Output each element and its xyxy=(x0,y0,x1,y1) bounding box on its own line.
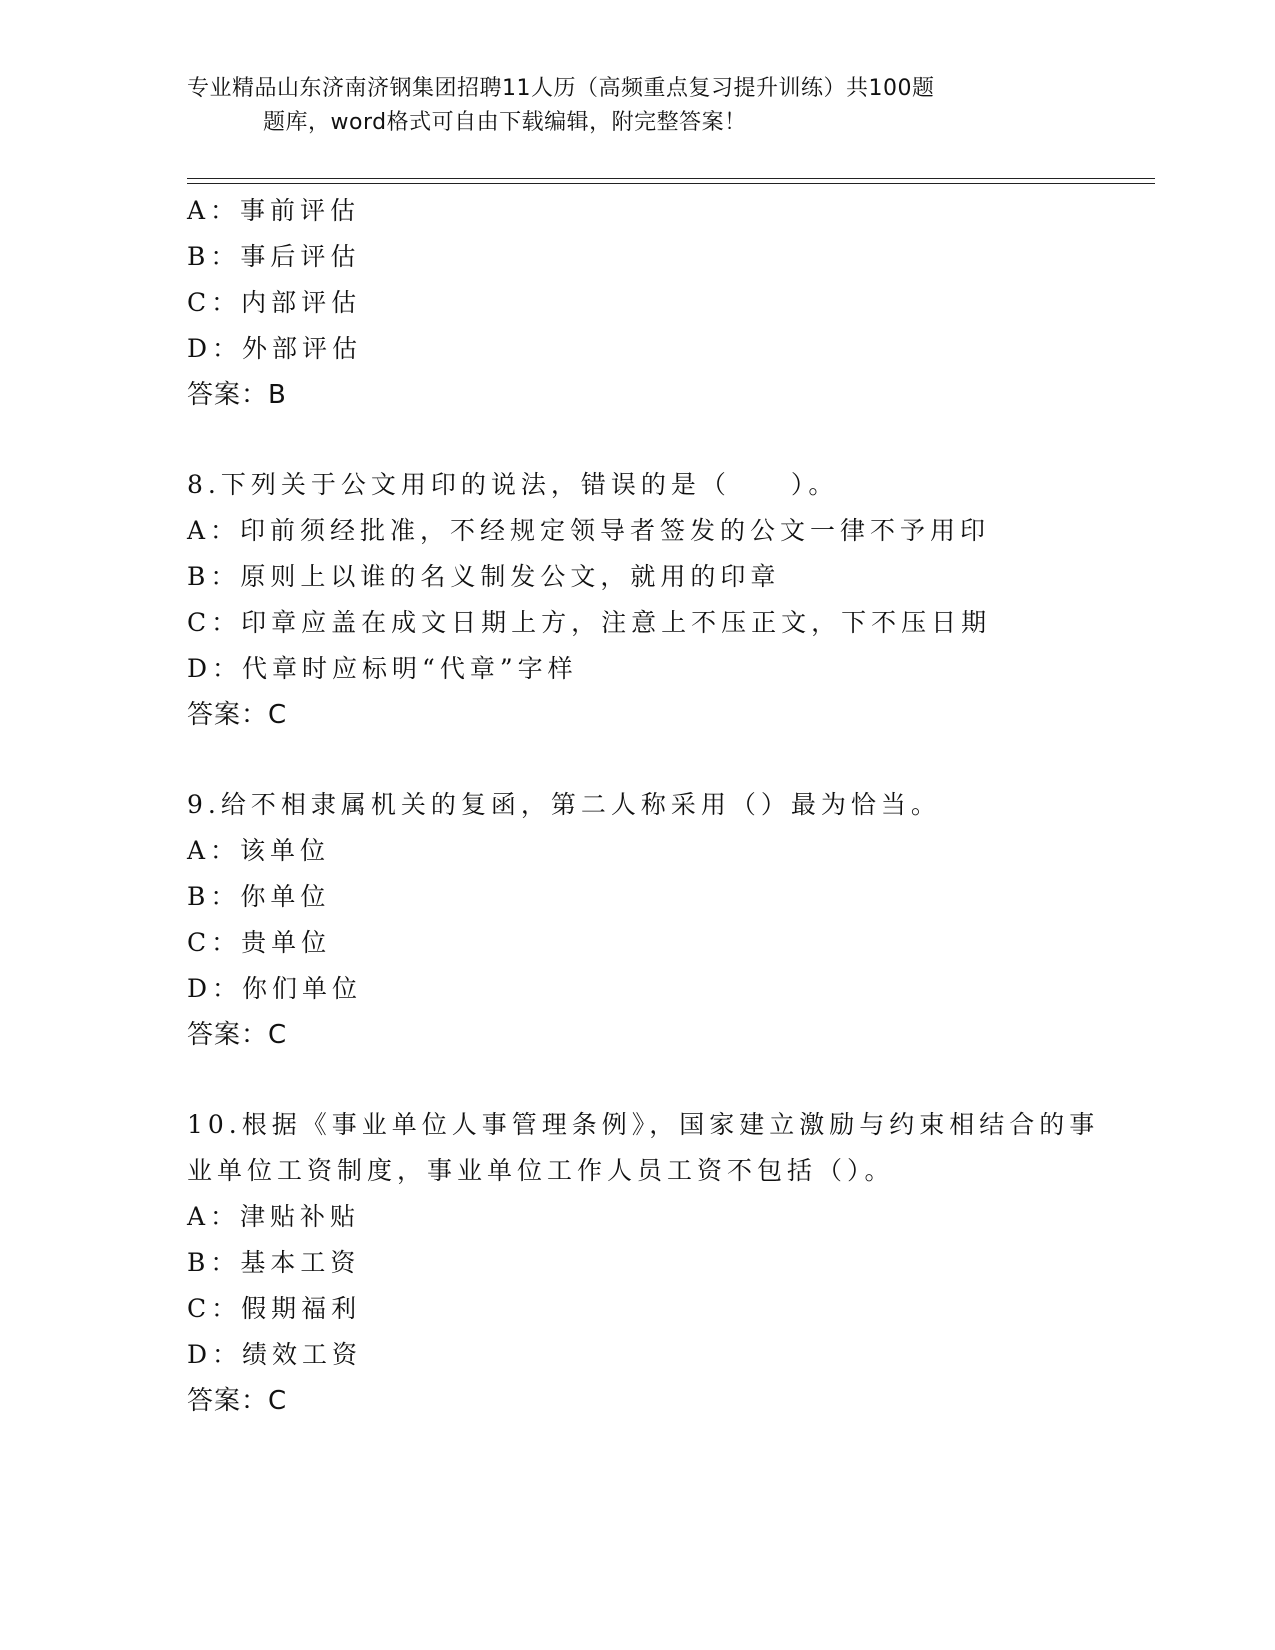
header-title-line1: 专业精品山东济南济钢集团招聘11人历（高频重点复习提升训练）共100题 xyxy=(187,76,935,101)
question-stem-line2: 业单位工资制度，事业单位工作人员工资不包括（）。 xyxy=(187,1156,895,1185)
option-d: D：你们单位 xyxy=(187,974,363,1003)
answer: 答案：C xyxy=(187,700,288,730)
option-d: D：绩效工资 xyxy=(187,1340,363,1369)
question-10 xyxy=(187,1102,1100,1424)
question-list xyxy=(187,188,1100,1424)
option-a: A：印前须经批准，不经规定领导者签发的公文一律不予用印 xyxy=(187,516,991,545)
answer: 答案：C xyxy=(187,1386,288,1416)
question-8 xyxy=(187,462,1087,738)
option-a: A：该单位 xyxy=(187,836,331,865)
header-divider-bottom xyxy=(187,183,1155,184)
spacer xyxy=(187,738,1087,782)
document-header xyxy=(187,72,1047,140)
option-c: C：内部评估 xyxy=(187,288,362,317)
option-d: D：外部评估 xyxy=(187,334,363,363)
option-c: C：贵单位 xyxy=(187,928,332,957)
option-a: A：事前评估 xyxy=(187,196,361,225)
option-b: B：原则上以谁的名义制发公文，就用的印章 xyxy=(187,562,781,591)
option-a: A：津贴补贴 xyxy=(187,1202,361,1231)
answer: 答案：B xyxy=(187,380,287,410)
answer: 答案：C xyxy=(187,1020,288,1050)
spacer xyxy=(187,1058,1087,1102)
question-stem: 9.给不相隶属机关的复函，第二人称采用（）最为恰当。 xyxy=(187,790,941,819)
option-d: D：代章时应标明“代章”字样 xyxy=(187,654,578,683)
option-b: B：你单位 xyxy=(187,882,331,911)
option-b: B：基本工资 xyxy=(187,1248,361,1277)
header-divider-top xyxy=(187,178,1155,179)
question-9 xyxy=(187,782,1087,1058)
question-stem-line1: 10.根据《事业单位人事管理条例》，国家建立激励与约束相结合的事 xyxy=(187,1110,1100,1139)
option-c: C：假期福利 xyxy=(187,1294,362,1323)
option-c: C：印章应盖在成文日期上方，注意上不压正文，下不压日期 xyxy=(187,608,992,637)
question-7 xyxy=(187,188,1087,418)
question-stem: 8.下列关于公文用印的说法，错误的是（ ）。 xyxy=(187,470,839,499)
option-b: B：事后评估 xyxy=(187,242,361,271)
spacer xyxy=(187,418,1087,462)
header-title-line2: 题库，word格式可自由下载编辑，附完整答案！ xyxy=(263,110,747,135)
